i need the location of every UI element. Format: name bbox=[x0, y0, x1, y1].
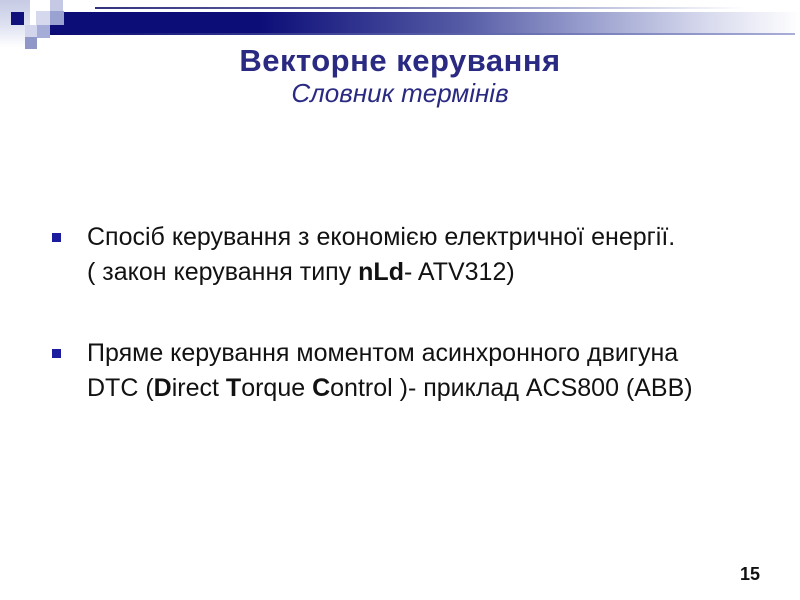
text-segment: irect bbox=[171, 374, 226, 402]
header-thin-line bbox=[95, 7, 745, 9]
bullet-text-line bbox=[87, 220, 675, 255]
text-segment: Спосіб керування з економією електричної енергії. bbox=[87, 223, 676, 251]
bullet-text-line bbox=[87, 255, 675, 290]
text-segment-bold: T bbox=[225, 374, 242, 402]
bullet-text-line bbox=[87, 371, 693, 406]
text-segment: ( закон керування типу bbox=[87, 258, 359, 286]
bullet-list bbox=[52, 220, 762, 406]
bullet-text bbox=[87, 220, 675, 290]
page-number: 15 bbox=[739, 564, 760, 584]
text-segment: DTC ( bbox=[87, 374, 154, 402]
header-bar-underline bbox=[48, 33, 795, 35]
list-item bbox=[52, 220, 762, 290]
text-segment: Пряме керування моментом асинхронного двигуна bbox=[87, 339, 679, 367]
text-segment-bold: D bbox=[153, 374, 172, 402]
slide-title: Векторне керування bbox=[239, 43, 561, 78]
text-segment: - ATV312) bbox=[403, 258, 515, 286]
text-segment: orque bbox=[241, 374, 313, 402]
list-item bbox=[52, 336, 762, 406]
bullet-text bbox=[87, 336, 693, 406]
text-segment-bold: C bbox=[312, 374, 331, 402]
title-block bbox=[0, 45, 800, 107]
bullet-square-icon bbox=[52, 349, 61, 358]
deco-square-icon bbox=[36, 11, 50, 25]
bullet-square-icon bbox=[52, 233, 61, 242]
header-gradient-bar bbox=[48, 12, 800, 33]
deco-square-icon bbox=[50, 11, 64, 25]
slide-subtitle: Словник термінів bbox=[291, 78, 509, 108]
text-segment-bold: nLd bbox=[358, 258, 404, 286]
text-segment: ontrol )- приклад ACS800 (ABB) bbox=[330, 374, 693, 402]
deco-square-icon bbox=[37, 25, 50, 38]
bullet-text-line bbox=[87, 336, 693, 371]
deco-square-icon bbox=[11, 12, 24, 25]
